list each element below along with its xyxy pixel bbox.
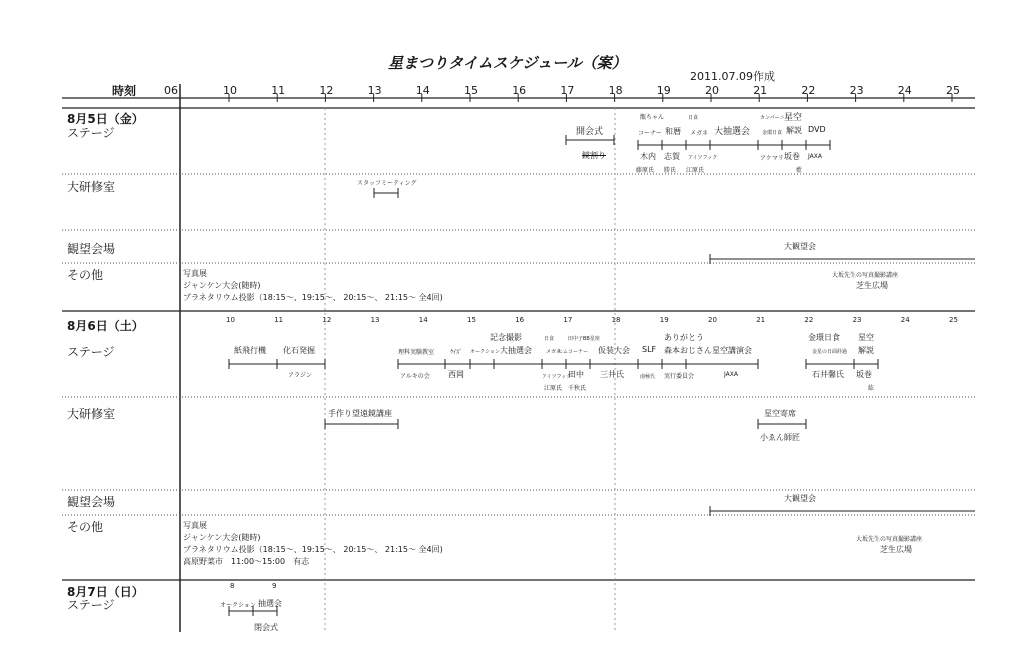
d2-low-4: 田中: [568, 370, 584, 379]
hour-label-small: 11: [274, 316, 284, 324]
d1-top-0: 甑ちゃん: [640, 114, 665, 121]
d2-other-right-1: 大坂先生の写真撮影講座: [856, 536, 923, 543]
d2-top-4: 金環日食: [808, 333, 840, 342]
d1-other-right-1: 大坂先生の写真撮影講座: [832, 272, 899, 279]
d3-item-1: 抽選会: [258, 599, 282, 608]
hour-label-small: 10: [226, 316, 235, 324]
hour-label-small: 15: [467, 316, 476, 324]
hour-label: 20: [705, 84, 719, 97]
page-title: 星まつりタイムスケジュール（案）: [388, 54, 627, 72]
d2-top-2: 田中子BB星座: [568, 336, 600, 342]
d2-workshop: 手作り望遠鏡講座: [328, 409, 392, 418]
d2-observation: 大観望会: [784, 494, 816, 503]
d1-other-0: 写真展: [183, 269, 207, 278]
d1-mid-0: 開会式: [576, 127, 604, 137]
day1-section-other: その他: [67, 268, 104, 282]
hour-label-small: 21: [756, 316, 766, 324]
day1-section-stage: ステージ: [67, 126, 115, 140]
d2-mid-5: 仮装大会: [598, 346, 630, 355]
hour-label: 16: [512, 84, 527, 97]
day2-section-observation: 観望会場: [67, 495, 116, 509]
d1-low-1: 志賀: [664, 152, 680, 161]
d3-hour-0: 8: [230, 582, 235, 590]
hour-label-small: 20: [708, 316, 717, 324]
d1-strike: 鏡割り: [582, 151, 606, 160]
created-date: 2011.07.09作成: [690, 70, 775, 83]
day1-date: 8月5日（金）: [67, 112, 144, 126]
d2-other-0: 写真展: [183, 521, 207, 530]
day2-section-stage: ステージ: [67, 345, 115, 359]
d2-low-small-0: 南極氏: [640, 374, 656, 380]
d2-bottom-1: 千秋氏: [568, 385, 587, 392]
d2-top-0: 記念撮影: [490, 333, 522, 342]
d2-mid-9: 解説: [858, 346, 874, 355]
d1-mid-6: 解説: [786, 126, 802, 135]
d1-low-5: JAXA: [808, 153, 822, 160]
d2-mid-7: 森本おじさん: [664, 346, 712, 355]
hour-label-small: 25: [949, 316, 958, 324]
d1-mid-2: 和暦: [665, 127, 681, 136]
d1-top-1: 日食: [688, 115, 699, 121]
d1-mid-3: メガネ: [690, 130, 709, 137]
d1-bottom-1: 勝氏: [664, 167, 677, 174]
d1-observation: 大観望会: [784, 242, 816, 251]
hour-label-small: 16: [515, 316, 525, 324]
d1-staff-meeting: スタッフミーティング: [357, 180, 417, 187]
d1-mid-1: コーナー: [638, 130, 663, 137]
hour-label: 21: [753, 84, 768, 97]
hour-label-small: 12: [322, 316, 332, 324]
d1-low-0: 木内: [640, 152, 656, 161]
hour-label: 13: [367, 84, 382, 97]
d1-other-right-2: 芝生広場: [856, 281, 888, 290]
d2-low-7: JAXA: [724, 371, 738, 378]
d1-bottom-3: 藍: [796, 167, 803, 174]
hour-label: 10: [223, 84, 237, 97]
hour-label: 15: [464, 84, 478, 97]
d2-other-right-2: 芝生広場: [880, 545, 912, 554]
hour-label-small: 23: [852, 316, 862, 324]
d1-mid-4: 大抽選会: [714, 127, 751, 137]
d2-top-3: ありがとう: [664, 333, 704, 342]
d2-low-3: アイソフック: [542, 374, 572, 380]
d1-mid-7: DVD: [808, 125, 826, 134]
d2-mid-6: SLF: [642, 345, 657, 354]
hour-label-small: 19: [659, 316, 669, 324]
start-hour: 06: [164, 84, 178, 97]
d2-mid-1: 化石発掘: [283, 346, 315, 355]
d2-top-small-3: 金星の日面経過: [812, 349, 848, 355]
day3-section-stage: ステージ: [67, 598, 115, 612]
d2-mid-8: 星空講演会: [712, 346, 752, 355]
hour-label-small: 13: [370, 316, 380, 324]
d3-item-2: 閉会式: [254, 623, 278, 632]
d1-bottom-2: 江原氏: [686, 167, 705, 174]
hour-label: 18: [608, 84, 623, 97]
d2-seki: 星空寄席: [764, 409, 796, 418]
time-label: 時刻: [112, 84, 137, 98]
d2-low-5: 三井氏: [600, 370, 624, 379]
d2-mid-4: 大抽選会: [500, 346, 532, 355]
d1-mid-5: 金環日食: [762, 130, 783, 136]
d2-mid-3: ｸｲｽﾞ: [450, 349, 463, 356]
d1-low-3: アケマリ: [760, 155, 784, 162]
d2-top-small-0: オークション: [470, 349, 500, 355]
d2-other-3: 高原野菜市 11:00～15:00 有志: [183, 557, 310, 566]
d2-top-1: 日食: [544, 336, 555, 342]
d2-other-1: ジャンケン大会(随時): [183, 533, 261, 542]
d2-other-2: プラネタリウム投影（18:15～、19:15～、 20:15～、 21:15～ 全4回): [183, 545, 443, 554]
d1-low-2: アイソフック: [688, 155, 718, 161]
d2-bottom-2: 紘: [868, 385, 875, 392]
d2-low-9: 坂巻: [856, 370, 872, 379]
d2-low-8: 石井馨氏: [812, 370, 844, 379]
day2-section-room: 大研修室: [67, 407, 116, 421]
d2-low-1: アルキの会: [400, 373, 430, 380]
hour-label: 19: [656, 84, 671, 97]
hour-label-small: 22: [804, 316, 814, 324]
d1-other-1: ジャンケン大会(随時): [183, 281, 261, 290]
d1-low-4: 坂巻: [784, 152, 800, 161]
d2-bottom-0: 江原氏: [544, 385, 563, 392]
d1-top-3: 星空: [784, 113, 803, 123]
d3-hour-1: 9: [272, 582, 277, 590]
hour-label: 12: [319, 84, 334, 97]
d1-other-2: プラネタリウム投影（18:15～、19:15～、 20:15～、 21:15～ 全4回): [183, 293, 443, 302]
d2-low-6: 実行委員会: [664, 373, 695, 380]
day2-date: 8月6日（土）: [67, 319, 144, 333]
hour-label: 17: [560, 84, 575, 97]
d2-low-0: アラジン: [288, 372, 312, 379]
hour-label-small: 14: [418, 316, 428, 324]
hour-label-small: 18: [611, 316, 621, 324]
d2-low-2: 西岡: [448, 370, 464, 379]
hour-label: 23: [849, 84, 864, 97]
day1-section-observation: 観望会場: [67, 242, 116, 256]
hour-label-small: 17: [563, 316, 573, 324]
d1-top-2: カンパーニ: [760, 115, 785, 121]
hour-label-small: 24: [900, 316, 910, 324]
d2-top-small-2: ヒムコーナー: [558, 349, 589, 355]
hour-label: 22: [801, 84, 816, 97]
hour-label: 11: [271, 84, 286, 97]
d2-seki-sub: 小ゑん師匠: [760, 433, 800, 442]
hour-label: 24: [897, 84, 912, 97]
d3-item-0: オークション: [220, 602, 256, 609]
d1-bottom-0: 藤原氏: [636, 167, 655, 174]
d2-top-small-1: メガネ: [546, 349, 562, 355]
d2-mid-0: 紙飛行機: [234, 346, 266, 355]
hour-label: 25: [946, 84, 960, 97]
day3-date: 8月7日（日）: [67, 585, 144, 599]
d2-mid-2: 理科実験教室: [398, 349, 435, 356]
d2-top-5: 星空: [858, 333, 874, 342]
day1-section-room: 大研修室: [67, 180, 116, 194]
hour-label: 14: [415, 84, 430, 97]
day2-section-other: その他: [67, 520, 104, 534]
